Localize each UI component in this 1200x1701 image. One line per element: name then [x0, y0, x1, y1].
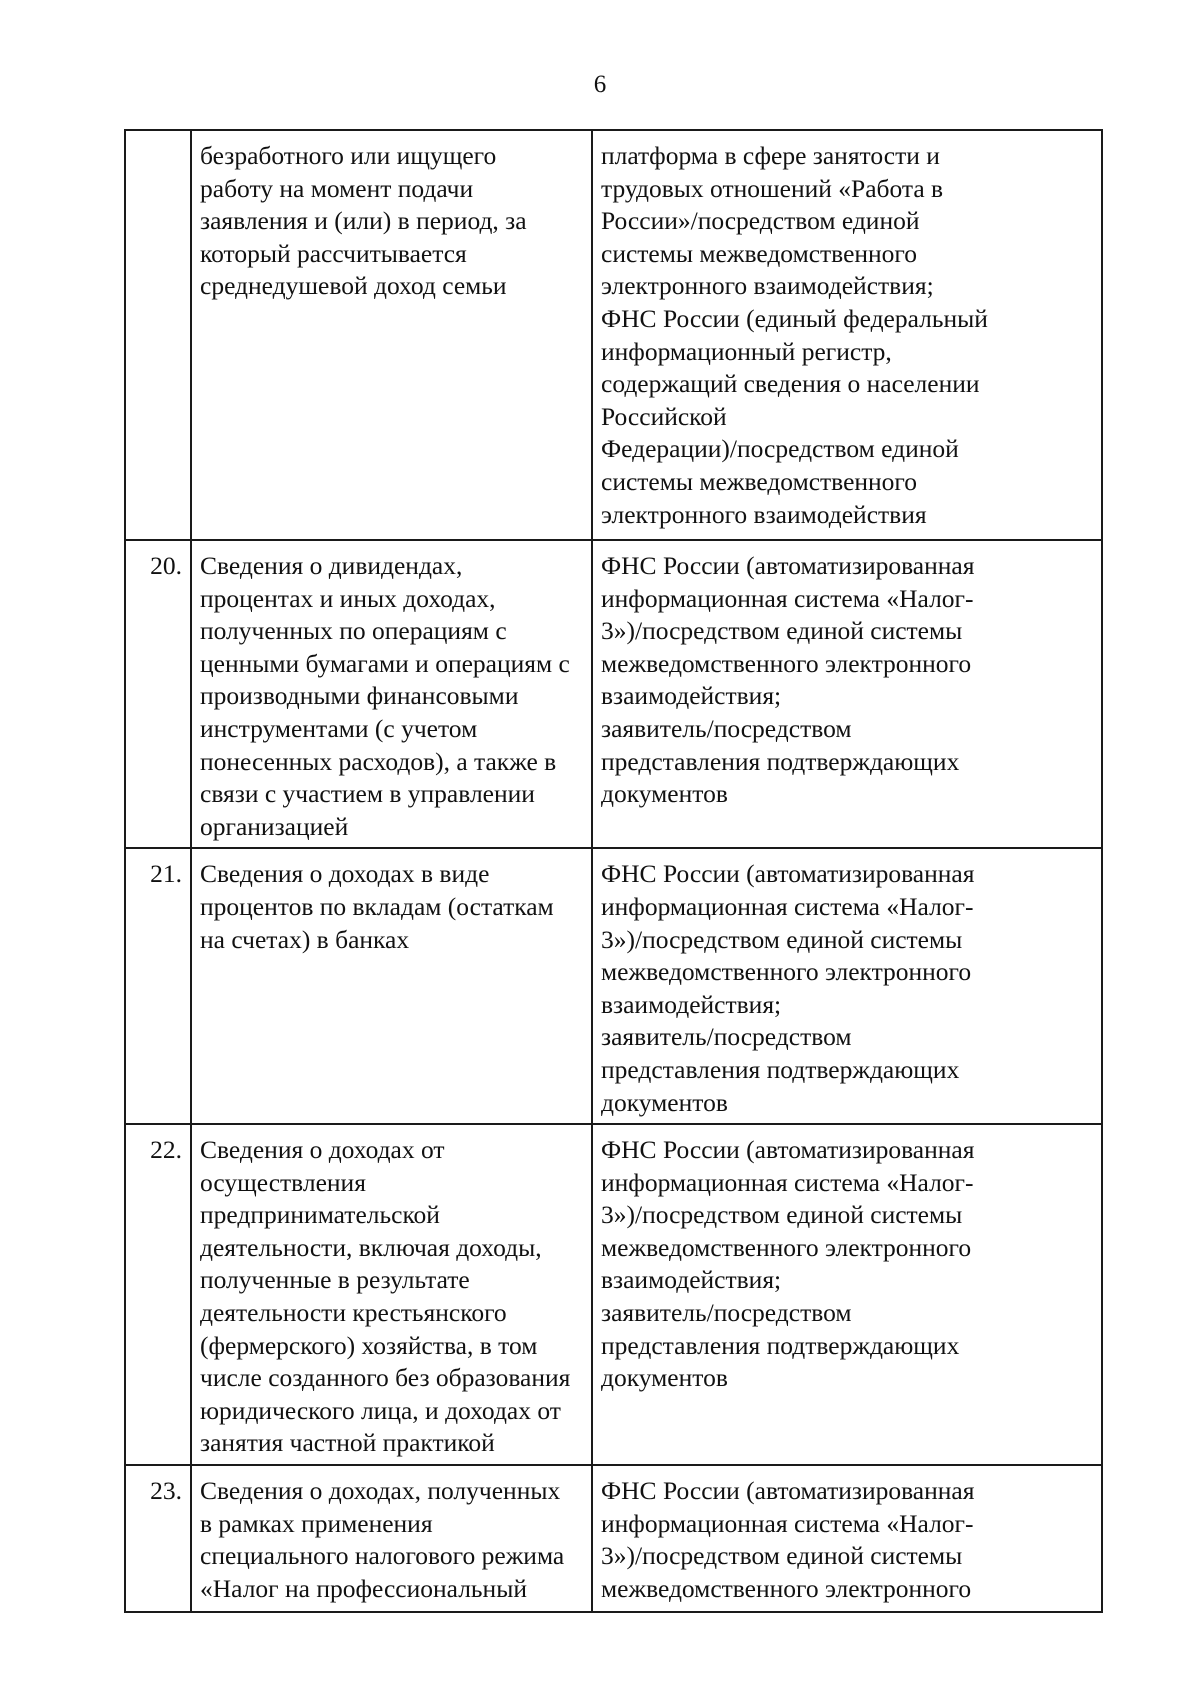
source-line: 3»)/посредством единой системы: [601, 616, 963, 646]
source-line: Федерации)/посредством единой: [601, 434, 959, 464]
description-line: деятельности, включая доходы,: [200, 1232, 542, 1262]
source-line: 3»)/посредством единой системы: [601, 924, 963, 954]
description-line: осуществления: [200, 1167, 366, 1197]
source-line: ФНС России (автоматизированная: [601, 1476, 975, 1506]
description-line: среднедушевой доход семьи: [200, 271, 507, 301]
table-row: [125, 540, 1102, 848]
row-number: 20.: [125, 540, 191, 848]
description-line: занятия частной практикой: [200, 1428, 495, 1458]
document-table: [124, 129, 1103, 1613]
table-body: [125, 130, 1102, 1612]
description-line: производными финансовыми: [200, 681, 519, 711]
description-line: который рассчитывается: [200, 238, 467, 268]
row-source: [592, 1465, 1102, 1612]
description-line: юридического лица, и доходах от: [200, 1395, 561, 1425]
source-line: системы межведомственного: [601, 238, 917, 268]
source-line: межведомственного электронного: [601, 648, 972, 678]
description-line: Сведения о доходах, полученных: [200, 1476, 561, 1506]
description-line: в рамках применения: [200, 1508, 433, 1538]
source-line: электронного взаимодействия: [601, 499, 927, 529]
source-line: ФНС России (автоматизированная: [601, 1135, 975, 1165]
description-line: «Налог на профессиональный: [200, 1573, 527, 1603]
source-line: системы межведомственного: [601, 466, 917, 496]
row-number: [125, 130, 191, 540]
row-source: [592, 540, 1102, 848]
source-line: межведомственного электронного: [601, 957, 972, 987]
source-line: документов: [601, 779, 728, 809]
source-line: информационная система «Налог-: [601, 583, 974, 613]
source-line: информационный регистр,: [601, 336, 892, 366]
source-line: информационная система «Налог-: [601, 1508, 974, 1538]
source-line: заявитель/посредством: [601, 1022, 852, 1052]
table-row: [125, 1465, 1102, 1612]
description-line: организацией: [200, 811, 349, 841]
source-line: 3»)/посредством единой системы: [601, 1200, 963, 1230]
row-number: 22.: [125, 1124, 191, 1465]
row-description: [191, 130, 592, 540]
source-line: межведомственного электронного: [601, 1573, 972, 1603]
description-line: заявления и (или) в период, за: [200, 206, 527, 236]
row-number: 23.: [125, 1465, 191, 1612]
source-line: ФНС России (автоматизированная: [601, 551, 975, 580]
source-line: заявитель/посредством: [601, 1298, 852, 1328]
description-line: полученных по операциям с: [200, 616, 507, 646]
source-line: документов: [601, 1363, 728, 1393]
source-line: заявитель/посредством: [601, 713, 852, 743]
description-line: понесенных расходов), а также в: [200, 746, 557, 776]
source-line: ФНС России (единый федеральный: [601, 303, 988, 333]
description-line: деятельности крестьянского: [200, 1298, 507, 1328]
description-line: полученные в результате: [200, 1265, 470, 1295]
description-line: работу на момент подачи: [200, 173, 474, 203]
source-line: взаимодействия;: [601, 1265, 782, 1295]
description-line: предпринимательской: [200, 1200, 440, 1230]
source-line: информационная система «Налог-: [601, 1167, 974, 1197]
row-source: [592, 1124, 1102, 1465]
source-line: информационная система «Налог-: [601, 891, 974, 921]
description-line: специального налогового режима: [200, 1541, 565, 1571]
source-line: межведомственного электронного: [601, 1232, 972, 1262]
description-line: Сведения о дивидендах,: [200, 551, 463, 580]
source-line: взаимодействия;: [601, 989, 782, 1019]
source-line: России»/посредством единой: [601, 206, 920, 236]
description-line: процентов по вкладам (остаткам: [200, 891, 554, 921]
description-line: на счетах) в банках: [200, 924, 410, 954]
source-line: содержащий сведения о населении: [601, 369, 980, 399]
source-line: представления подтверждающих: [601, 1330, 960, 1360]
description-line: инструментами (с учетом: [200, 713, 478, 743]
source-line: представления подтверждающих: [601, 1054, 960, 1084]
row-number: 21.: [125, 848, 191, 1124]
table-row: [125, 1124, 1102, 1465]
description-line: (фермерского) хозяйства, в том: [200, 1330, 538, 1360]
row-source: [592, 848, 1102, 1124]
source-line: трудовых отношений «Работа в: [601, 173, 944, 203]
description-line: процентах и иных доходах,: [200, 583, 496, 613]
description-line: ценными бумагами и операциям с: [200, 648, 570, 678]
description-line: числе созданного без образования: [200, 1363, 571, 1393]
source-line: взаимодействия;: [601, 681, 782, 711]
description-line: Сведения о доходах в виде: [200, 859, 490, 889]
table-row: [125, 848, 1102, 1124]
source-line: документов: [601, 1087, 728, 1117]
row-source: [592, 130, 1102, 540]
source-line: 3»)/посредством единой системы: [601, 1541, 963, 1571]
page-number: 6: [593, 71, 607, 98]
table-row: [125, 130, 1102, 540]
row-description: [191, 540, 592, 848]
description-line: связи с участием в управлении: [200, 779, 535, 809]
row-description: [191, 1465, 592, 1612]
source-line: ФНС России (автоматизированная: [601, 859, 975, 889]
source-line: электронного взаимодействия;: [601, 271, 934, 301]
row-description: [191, 848, 592, 1124]
source-line: Российской: [601, 401, 727, 431]
source-line: представления подтверждающих: [601, 746, 960, 776]
description-line: безработного или ищущего: [200, 141, 497, 170]
source-line: платформа в сфере занятости и: [601, 141, 940, 170]
row-description: [191, 1124, 592, 1465]
description-line: Сведения о доходах от: [200, 1135, 445, 1165]
